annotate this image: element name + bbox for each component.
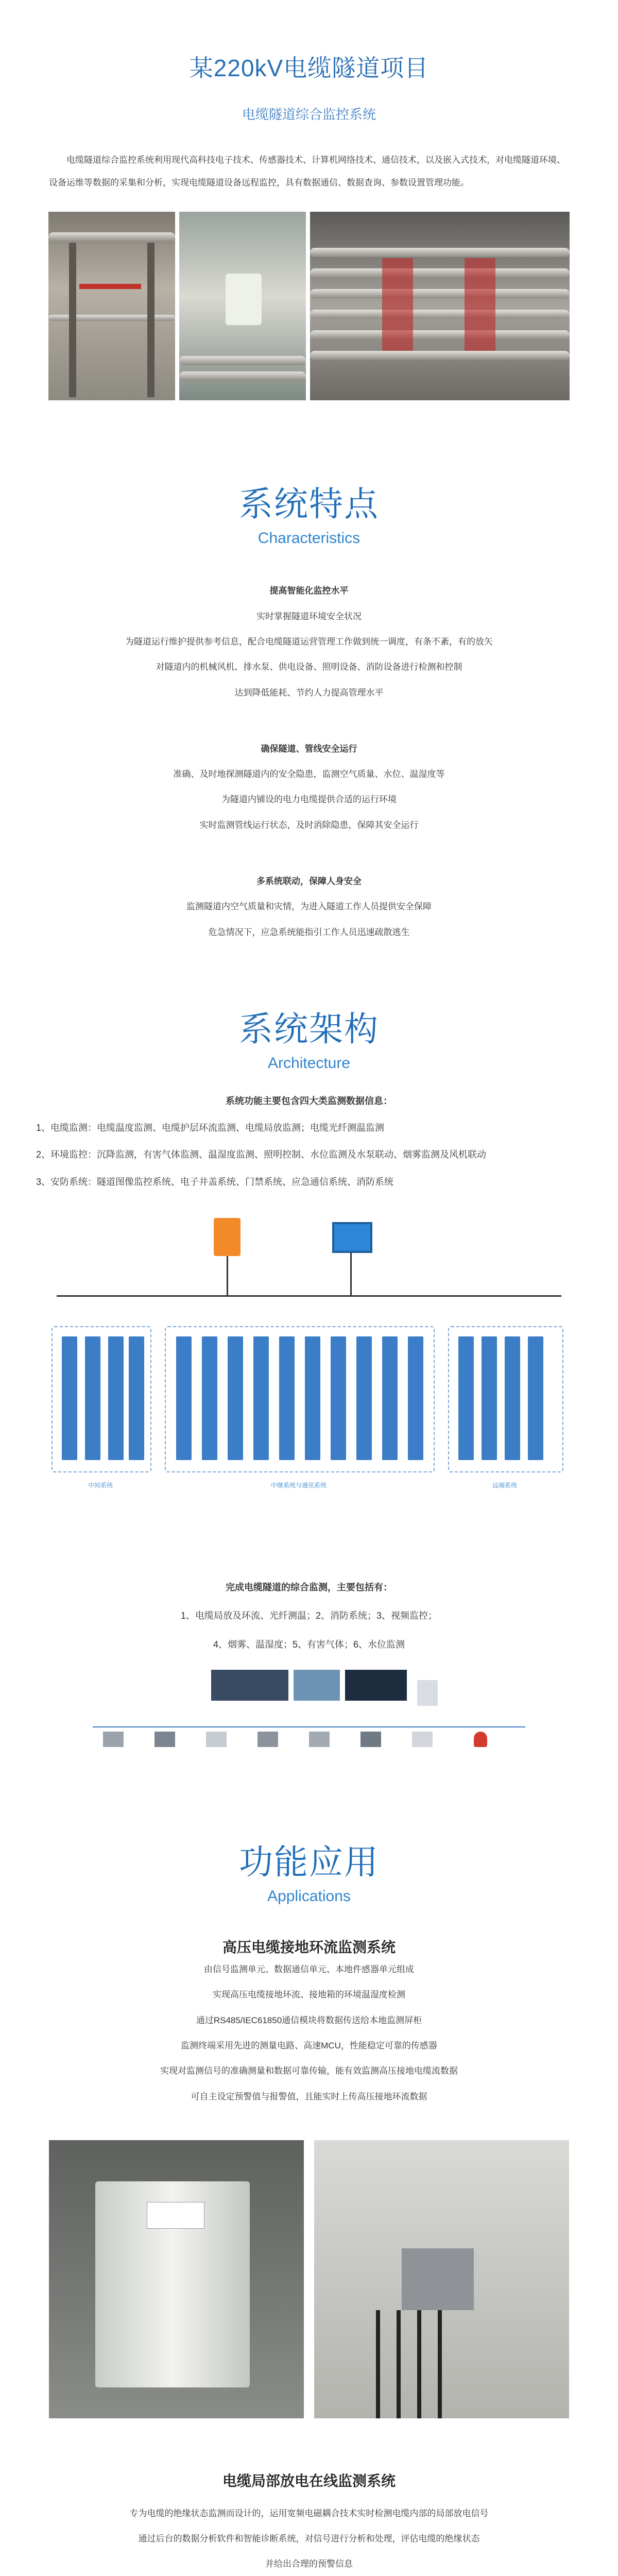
group-line: 实时监测管线运行状态，及时消除隐患，保障其安全运行 (199, 820, 419, 830)
computer-icon (332, 1222, 372, 1253)
application-heading: 电缆局部放电在线监测系统 (222, 2472, 396, 2489)
cabinet-icon (417, 1680, 438, 1706)
sensor-icon (309, 1732, 330, 1747)
sensor-icon (360, 1732, 381, 1747)
camera-icon (412, 1732, 433, 1747)
application-line: 通过RS485/IEC61850通信模块将数据传送给本地监测屏柜 (196, 2015, 422, 2025)
group-line: 实时掌握隧道环境安全状况 (256, 611, 362, 621)
application-line: 实现对监测信号的准确测量和数据可靠传输，能有效监测高压接地电缆流数据 (160, 2066, 458, 2076)
architecture-diagram (41, 1218, 577, 1527)
application-line: 专为电缆的绝缘状态监测而设计的，运用宽频电磁耦合技术实时检测电缆内部的局部放电信号 (129, 2508, 489, 2518)
diagram-label: 远端系统 (492, 1481, 517, 1489)
diagram-label: 中间系统 (88, 1481, 113, 1489)
application-2 (0, 2470, 618, 2576)
tunnel-photos (48, 212, 570, 400)
group-line: 达到降低能耗、节约人力提高管理水平 (234, 687, 384, 698)
group-line: 对隧道内的机械风机、排水泵、供电设备、照明设备、消防设备进行检测和控制 (156, 662, 462, 672)
group-heading: 提高智能化监控水平 (269, 586, 349, 596)
completed-heading: 完成电缆隧道的综合监测，主要包括有： (226, 1582, 392, 1592)
characteristics-title (0, 477, 618, 547)
application-line: 监测终端采用先进的测量电路、高速MCU，性能稳定可靠的传感器 (181, 2040, 437, 2050)
characteristics-group-2 (0, 736, 618, 838)
group-line: 监测隧道内空气质量和灾情，为进入隧道工作人员提供安全保障 (186, 902, 432, 912)
application-line: 通过后台的数据分析软件和智能诊断系统，对信号进行分析和处理，评估电缆的绝缘状态 (138, 2534, 480, 2544)
group-heading: 确保隧道、管线安全运行 (261, 743, 357, 754)
control-room-icon (294, 1670, 340, 1701)
completed-line: 4、烟雾、温湿度；5、有害气体；6、水位监测 (213, 1639, 405, 1650)
intro-paragraph: 电缆隧道综合监控系统利用现代高科技电子技术、传感器技术、计算机网络技术、通信技术，以及嵌入式技术，对电缆隧道环境、设备运维等数据的采集和分析，实现电缆隧道设备远程监控，具有数据通信、数据查询、参数设置管理功能。 (49, 155, 565, 188)
group-line: 危急情况下，应急系统能指引工作人员迅速疏散逃生 (208, 927, 410, 937)
architecture-heading: 系统功能主要包含四大类监测数据信息： (226, 1095, 392, 1106)
architecture-item: 1、电缆监测：电缆温度监测、电缆护层环流监测、电缆局放监测；电缆光纤测温监测 (36, 1123, 385, 1133)
architecture-title-en: Architecture (267, 1054, 351, 1072)
architecture-list (36, 1088, 582, 1195)
monitor-wall-icon (211, 1670, 288, 1701)
application-line: 由信号监测单元、数据通信单元、本地件感器单元组成 (204, 1964, 414, 1975)
group-line: 为隧道内铺设的电力电缆提供合适的运行环境 (221, 794, 397, 805)
completed-line: 1、电缆局放及环流、光纤测温；2、消防系统；3、视频监控； (180, 1611, 438, 1621)
page-header (0, 0, 618, 123)
sensor-icon (206, 1732, 227, 1747)
diagram-label: 中继系统与通讯系统 (270, 1481, 327, 1489)
application-line: 并给出合理的预警信息 (265, 2559, 353, 2569)
alarm-icon (474, 1732, 487, 1747)
application-heading: 高压电缆接地环流监测系统 (222, 1939, 396, 1956)
sensor-icon (103, 1732, 124, 1747)
applications-title (0, 1835, 618, 1905)
sensor-icon (154, 1732, 175, 1747)
architecture-title-cn: 系统架构 (239, 1009, 379, 1048)
characteristics-title-en: Characteristics (258, 530, 360, 547)
applications-title-en: Applications (267, 1888, 351, 1905)
tunnel-photo-2 (179, 212, 306, 400)
completed-monitoring (36, 1573, 582, 1659)
server-icon (214, 1218, 241, 1256)
architecture-title (0, 1002, 618, 1072)
group-line: 准确、及时地探测隧道内的安全隐患，监测空气质量、水位、温湿度等 (173, 769, 445, 779)
application-line: 可自主设定预警值与报警值，且能实时上传高压接地环流数据 (191, 2091, 427, 2102)
group-line: 为隧道运行维护提供参考信息，配合电缆隧道运营管理工作做到统一调度，有条不紊，有的放矢 (125, 636, 493, 647)
cable-installation-photo (314, 2140, 569, 2418)
monitoring-box-photo (49, 2140, 304, 2418)
architecture-item: 3、安防系统：隧道图像监控系统、电子井盖系统、门禁系统、应急通信系统、消防系统 (36, 1176, 394, 1187)
characteristics-group-3 (0, 869, 618, 945)
page-subtitle: 电缆隧道综合监控系统 (242, 107, 376, 122)
tunnel-photo-1 (48, 212, 175, 400)
group-heading: 多系统联动，保障人身安全 (256, 876, 362, 887)
application-line: 实现高压电缆接地环流、接地箱的环境温湿度检测 (213, 1990, 405, 2000)
page-title: 某220kV电缆隧道项目 (189, 55, 429, 81)
architecture-item: 2、环境监控：沉降监测，有害气体监测、温湿度监测、照明控制、水位监测及水泵联动、烟雾监测及风机联动 (36, 1149, 487, 1160)
application-1 (0, 1936, 618, 2109)
tunnel-photo-3 (310, 212, 570, 400)
characteristics-group-1 (0, 578, 618, 705)
applications-title-cn: 功能应用 (239, 1843, 379, 1882)
application-photos (49, 2140, 569, 2418)
display-icon (345, 1670, 407, 1701)
sensor-icon (258, 1732, 278, 1747)
characteristics-title-cn: 系统特点 (239, 485, 379, 523)
hardware-overview (93, 1670, 525, 1773)
